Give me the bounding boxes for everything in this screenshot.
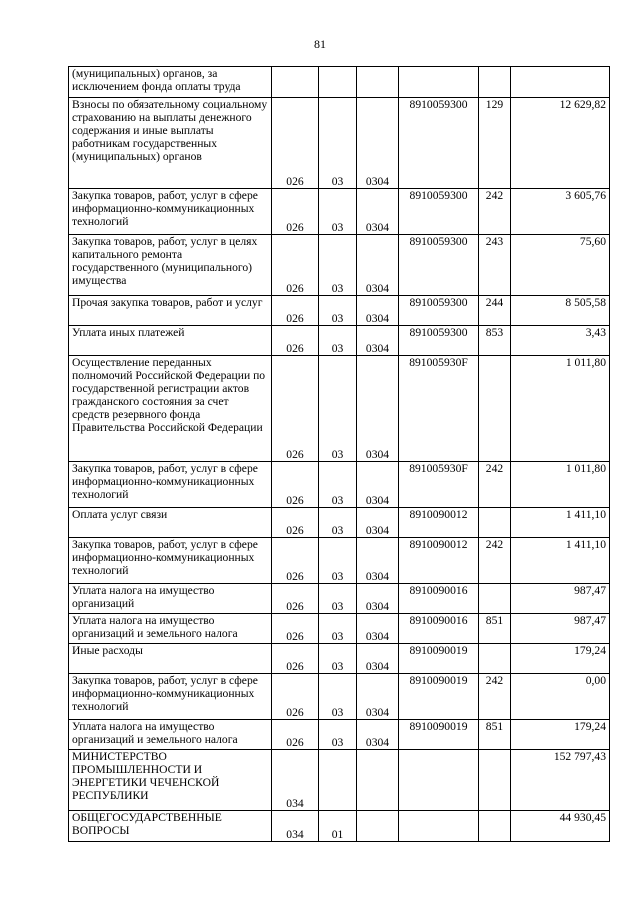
section-code-cell: 03 <box>319 462 357 508</box>
table-row <box>69 462 610 508</box>
target-article-cell: 8910090019 <box>399 644 479 674</box>
subsection-code-cell: 0304 <box>357 98 399 189</box>
expense-type-cell: 244 <box>479 296 511 326</box>
subsection-code-cell: 0304 <box>357 674 399 720</box>
subsection-code-cell: 0304 <box>357 356 399 462</box>
amount-cell: 12 629,82 <box>511 98 610 189</box>
expense-type-cell: 242 <box>479 462 511 508</box>
row-name-cell: Оплата услуг связи <box>69 508 272 538</box>
grbs-code-cell: 034 <box>272 750 319 811</box>
table-row <box>69 189 610 235</box>
amount-cell: 1 011,80 <box>511 356 610 462</box>
table-row <box>69 614 610 644</box>
row-name-cell: Прочая закупка товаров, работ и услуг <box>69 296 272 326</box>
table-row <box>69 508 610 538</box>
target-article-cell: 8910090019 <box>399 674 479 720</box>
table-row <box>69 674 610 720</box>
expense-type-cell: 851 <box>479 614 511 644</box>
section-code-cell: 03 <box>319 584 357 614</box>
subsection-code-cell: 0304 <box>357 508 399 538</box>
expense-type-cell <box>479 644 511 674</box>
row-name-cell: ОБЩЕГОСУДАРСТВЕННЫЕ ВОПРОСЫ <box>69 811 272 842</box>
target-article-cell: 8910090016 <box>399 584 479 614</box>
row-name-cell: Иные расходы <box>69 644 272 674</box>
expense-type-cell <box>479 508 511 538</box>
subsection-code-cell: 0304 <box>357 189 399 235</box>
expense-type-cell: 242 <box>479 538 511 584</box>
expense-type-cell: 851 <box>479 720 511 750</box>
section-code-cell: 03 <box>319 326 357 356</box>
target-article-cell: 8910090012 <box>399 508 479 538</box>
table-row <box>69 356 610 462</box>
amount-cell: 987,47 <box>511 584 610 614</box>
section-code-cell: 03 <box>319 720 357 750</box>
table-row <box>69 67 610 98</box>
amount-cell: 3 605,76 <box>511 189 610 235</box>
amount-cell: 179,24 <box>511 720 610 750</box>
grbs-code-cell: 026 <box>272 508 319 538</box>
target-article-cell <box>399 811 479 842</box>
table-row <box>69 811 610 842</box>
grbs-code-cell: 026 <box>272 644 319 674</box>
target-article-cell: 8910059300 <box>399 326 479 356</box>
expense-type-cell <box>479 750 511 811</box>
amount-cell: 8 505,58 <box>511 296 610 326</box>
expense-type-cell: 129 <box>479 98 511 189</box>
row-name-cell: Уплата налога на имущество организаций и земельного налога <box>69 614 272 644</box>
expense-type-cell <box>479 584 511 614</box>
target-article-cell: 8910059300 <box>399 296 479 326</box>
section-code-cell: 03 <box>319 644 357 674</box>
target-article-cell: 8910059300 <box>399 98 479 189</box>
amount-cell <box>511 67 610 98</box>
section-code-cell: 03 <box>319 98 357 189</box>
subsection-code-cell: 0304 <box>357 326 399 356</box>
row-name-cell: Осуществление переданных полномочий Российской Федерации по государственной регистрации актов гражданского состояния за счет средств резервного фонда Правительства Российской Федерации <box>69 356 272 462</box>
section-code-cell <box>319 750 357 811</box>
section-code-cell <box>319 67 357 98</box>
amount-cell: 44 930,45 <box>511 811 610 842</box>
row-name-cell: Закупка товаров, работ, услуг в сфере информационно-коммуникационных технологий <box>69 462 272 508</box>
subsection-code-cell: 0304 <box>357 296 399 326</box>
subsection-code-cell <box>357 750 399 811</box>
target-article-cell: 8910059300 <box>399 189 479 235</box>
grbs-code-cell <box>272 67 319 98</box>
table-row <box>69 584 610 614</box>
subsection-code-cell: 0304 <box>357 584 399 614</box>
grbs-code-cell: 026 <box>272 538 319 584</box>
grbs-code-cell: 034 <box>272 811 319 842</box>
section-code-cell: 03 <box>319 508 357 538</box>
target-article-cell: 8910090016 <box>399 614 479 644</box>
grbs-code-cell: 026 <box>272 326 319 356</box>
grbs-code-cell: 026 <box>272 296 319 326</box>
table-row <box>69 296 610 326</box>
row-name-cell: Уплата иных платежей <box>69 326 272 356</box>
table-body <box>69 67 610 842</box>
grbs-code-cell: 026 <box>272 356 319 462</box>
budget-table <box>68 66 610 842</box>
page-number: 81 <box>314 37 326 51</box>
target-article-cell: 8910090012 <box>399 538 479 584</box>
row-name-cell: Закупка товаров, работ, услуг в сфере информационно-коммуникационных технологий <box>69 674 272 720</box>
section-code-cell: 03 <box>319 235 357 296</box>
grbs-code-cell: 026 <box>272 584 319 614</box>
expense-type-cell: 243 <box>479 235 511 296</box>
amount-cell: 3,43 <box>511 326 610 356</box>
section-code-cell: 03 <box>319 296 357 326</box>
grbs-code-cell: 026 <box>272 462 319 508</box>
grbs-code-cell: 026 <box>272 674 319 720</box>
row-name-cell: Закупка товаров, работ, услуг в целях капитального ремонта государственного (муниципального) имущества <box>69 235 272 296</box>
target-article-cell <box>399 67 479 98</box>
row-name-cell: Уплата налога на имущество организаций и земельного налога <box>69 720 272 750</box>
amount-cell: 179,24 <box>511 644 610 674</box>
target-article-cell: 8910090019 <box>399 720 479 750</box>
table-row <box>69 644 610 674</box>
target-article-cell <box>399 750 479 811</box>
table-row <box>69 98 610 189</box>
section-code-cell: 01 <box>319 811 357 842</box>
target-article-cell: 891005930F <box>399 462 479 508</box>
section-code-cell: 03 <box>319 614 357 644</box>
subsection-code-cell <box>357 67 399 98</box>
section-code-cell: 03 <box>319 356 357 462</box>
expense-type-cell <box>479 356 511 462</box>
subsection-code-cell: 0304 <box>357 720 399 750</box>
amount-cell: 987,47 <box>511 614 610 644</box>
grbs-code-cell: 026 <box>272 189 319 235</box>
amount-cell: 0,00 <box>511 674 610 720</box>
subsection-code-cell: 0304 <box>357 235 399 296</box>
section-code-cell: 03 <box>319 674 357 720</box>
grbs-code-cell: 026 <box>272 720 319 750</box>
expense-type-cell: 242 <box>479 674 511 720</box>
row-name-cell: Взносы по обязательному социальному страхованию на выплаты денежного содержания и иные выплаты работникам государственных (муниципальных) органов <box>69 98 272 189</box>
amount-cell: 152 797,43 <box>511 750 610 811</box>
amount-cell: 75,60 <box>511 235 610 296</box>
subsection-code-cell: 0304 <box>357 644 399 674</box>
row-name-cell: МИНИСТЕРСТВО ПРОМЫШЛЕННОСТИ И ЭНЕРГЕТИКИ ЧЕЧЕНСКОЙ РЕСПУБЛИКИ <box>69 750 272 811</box>
grbs-code-cell: 026 <box>272 614 319 644</box>
section-code-cell: 03 <box>319 189 357 235</box>
table-row <box>69 720 610 750</box>
expense-type-cell <box>479 67 511 98</box>
subsection-code-cell: 0304 <box>357 614 399 644</box>
target-article-cell: 891005930F <box>399 356 479 462</box>
table-row <box>69 750 610 811</box>
subsection-code-cell <box>357 811 399 842</box>
table-row <box>69 538 610 584</box>
subsection-code-cell: 0304 <box>357 462 399 508</box>
row-name-cell: (муниципальных) органов, за исключением фонда оплаты труда <box>69 67 272 98</box>
table-row <box>69 326 610 356</box>
amount-cell: 1 411,10 <box>511 538 610 584</box>
target-article-cell: 8910059300 <box>399 235 479 296</box>
amount-cell: 1 011,80 <box>511 462 610 508</box>
row-name-cell: Уплата налога на имущество организаций <box>69 584 272 614</box>
grbs-code-cell: 026 <box>272 235 319 296</box>
expense-type-cell <box>479 811 511 842</box>
table-row <box>69 235 610 296</box>
subsection-code-cell: 0304 <box>357 538 399 584</box>
grbs-code-cell: 026 <box>272 98 319 189</box>
amount-cell: 1 411,10 <box>511 508 610 538</box>
row-name-cell: Закупка товаров, работ, услуг в сфере информационно-коммуникационных технологий <box>69 538 272 584</box>
row-name-cell: Закупка товаров, работ, услуг в сфере информационно-коммуникационных технологий <box>69 189 272 235</box>
section-code-cell: 03 <box>319 538 357 584</box>
expense-type-cell: 242 <box>479 189 511 235</box>
expense-type-cell: 853 <box>479 326 511 356</box>
